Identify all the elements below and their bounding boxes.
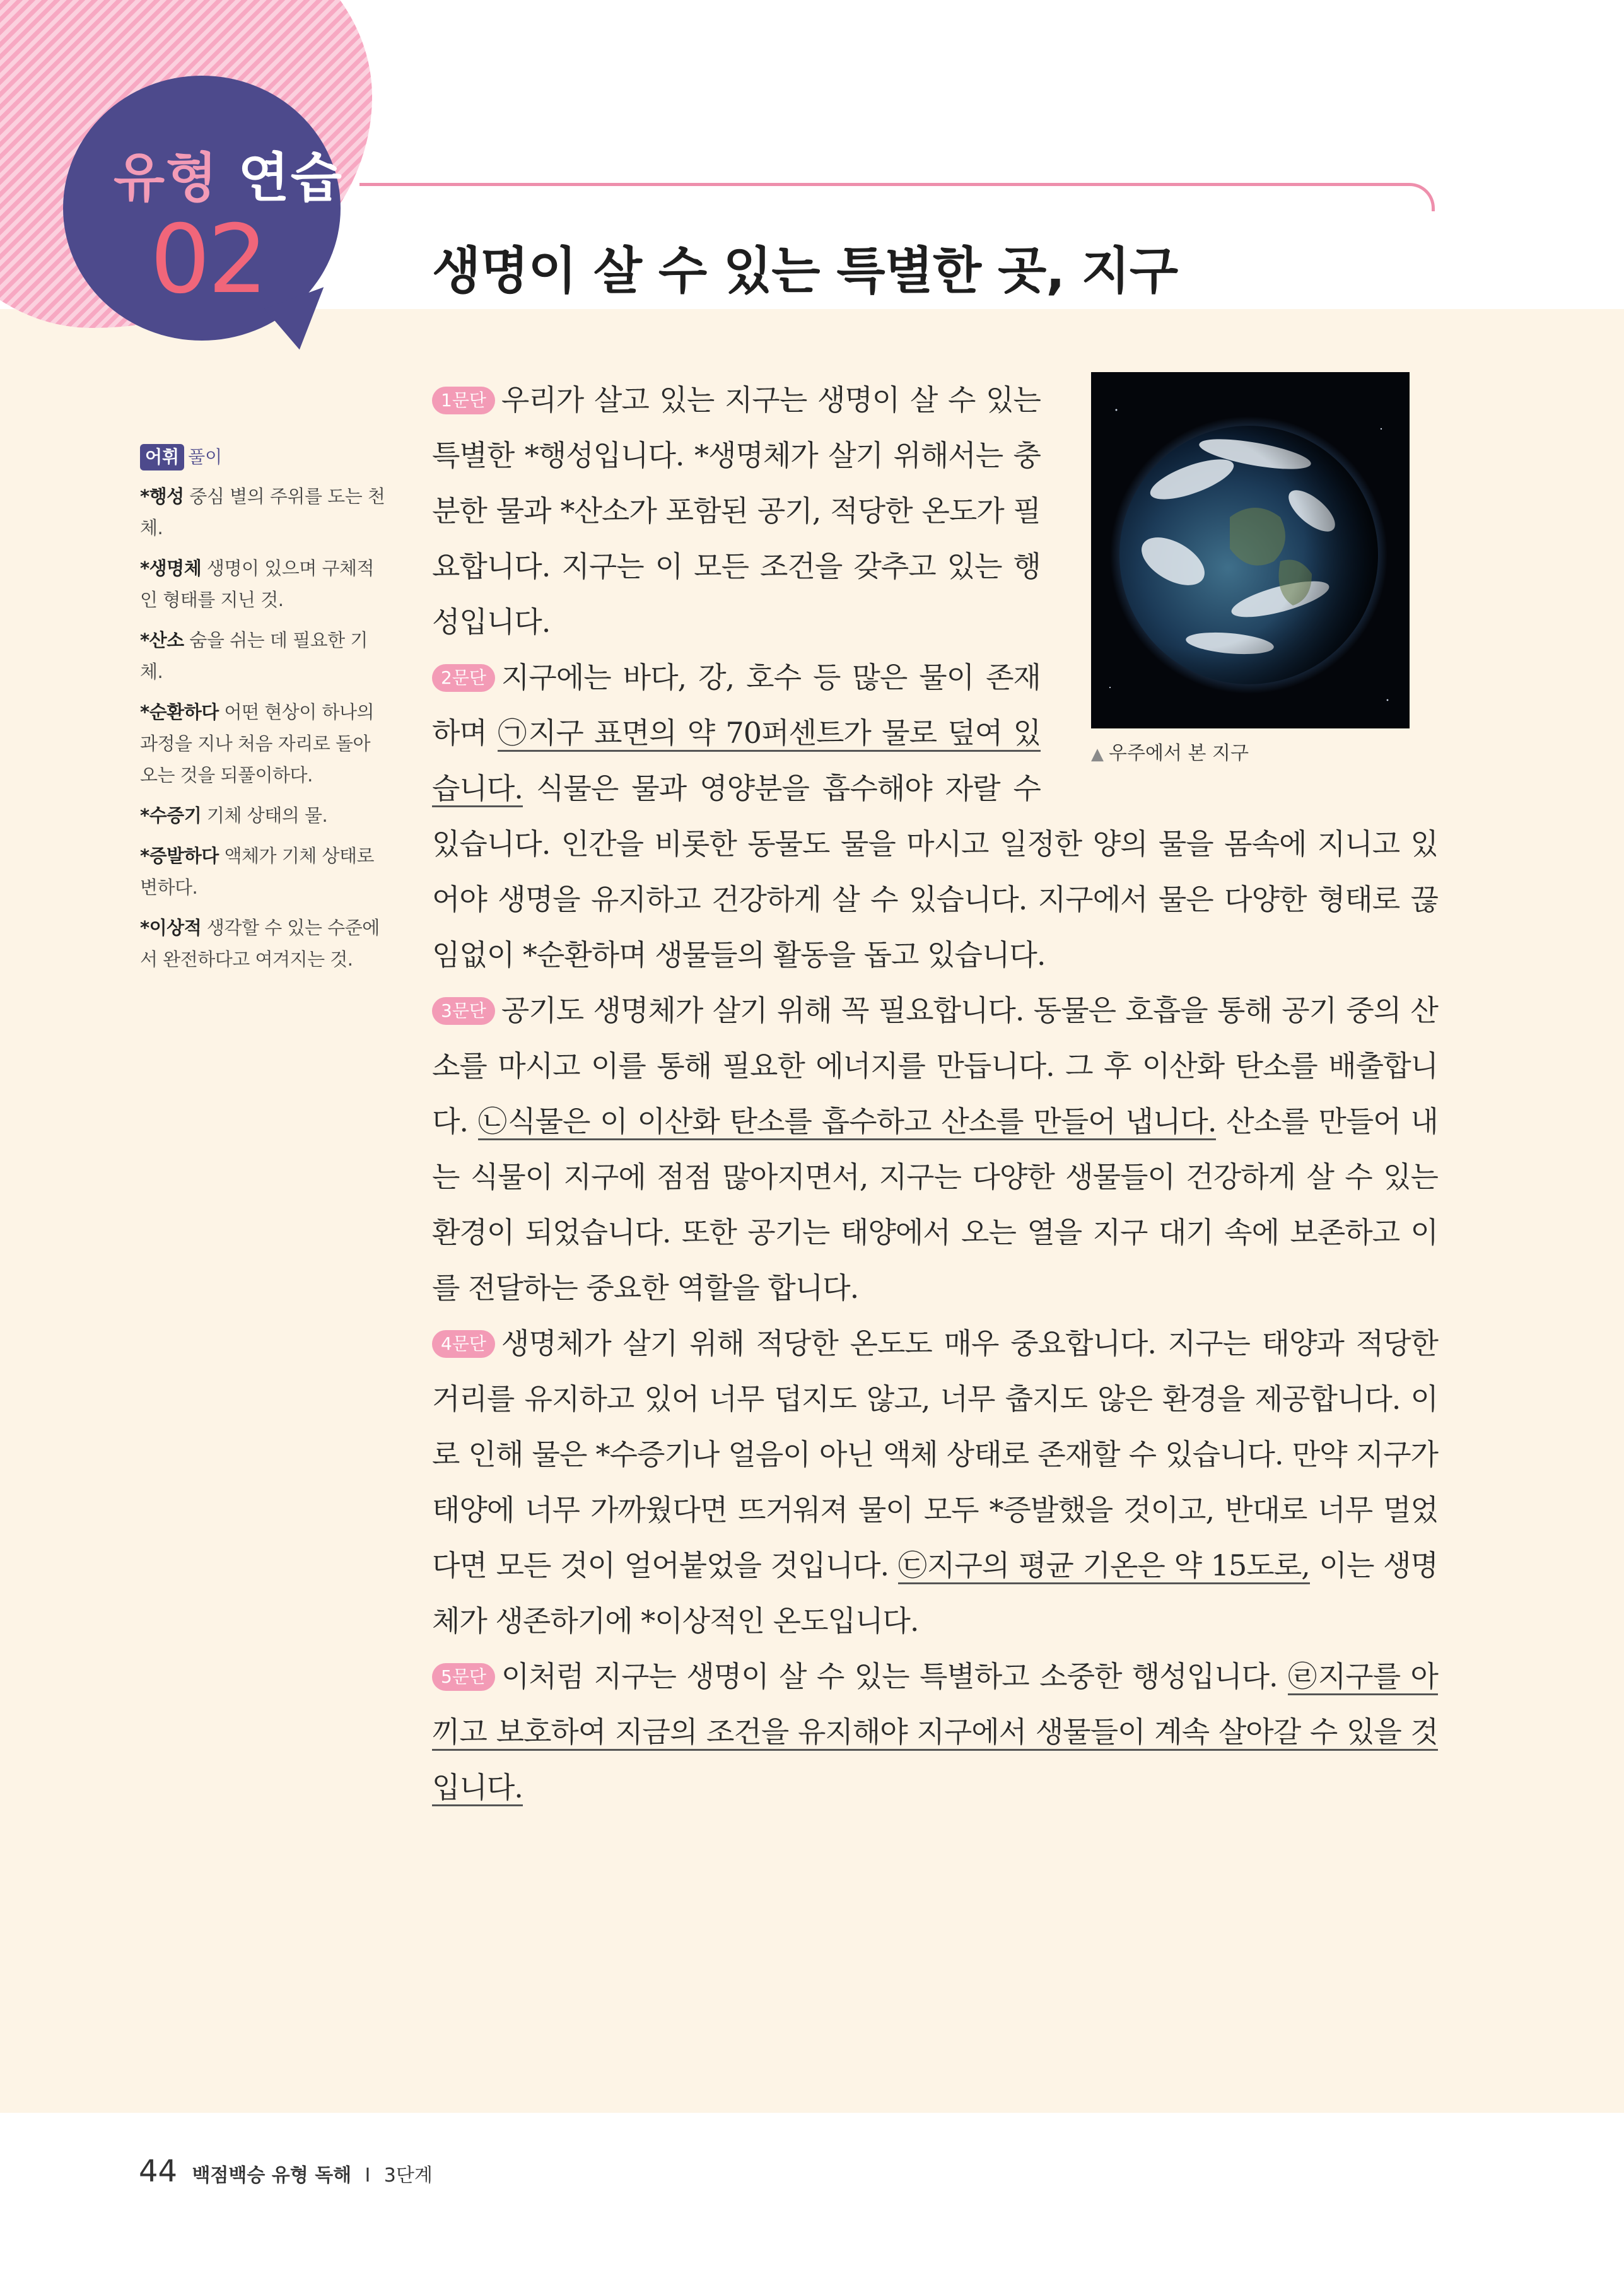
paragraph-text: 산소를 만들어 내는 식물이 지구에 점점 많아지면서, 지구는 다양한 생물들이 건강하게 살 수 있는 환경이 되었습니다. 또한 공기는 태양에서 오는 열을 지구 대기 속에 보존하고 이를 전달하는 중요한 역할을 합니다. (432, 1104, 1438, 1305)
paragraph-text: 우리가 살고 있는 지구는 생명이 살 수 있는 특별한 *행성입니다. *생명체가 살기 위해서는 충분한 물과 *산소가 포함된 공기, 적당한 온도가 필요합니다. 지구는 이 모든 조건을 갖추고 있는 행성입니다. (432, 383, 1041, 639)
paragraph-tag: 5문단 (432, 1663, 495, 1691)
paragraph-text: 지구에는 바다, 강, 호수 등 많은 물이 존재하며 (432, 660, 1041, 750)
paragraph-5 (432, 1649, 1438, 1815)
page-number: 44 (139, 2154, 178, 2189)
paragraph-3 (432, 983, 1438, 1316)
vocab-term: *이상적 (140, 917, 202, 938)
book-title: 백점백승 유형 독해 (192, 2165, 352, 2187)
vocabulary-box-label: 어휘 (140, 444, 184, 470)
footer-separator: I (365, 2165, 371, 2187)
vocab-term: *증발하다 (140, 845, 219, 867)
vocab-term: *생명체 (140, 558, 202, 579)
paragraph-tag: 1문단 (432, 387, 495, 414)
photo-caption (1091, 741, 1438, 767)
vocab-definition: 생각할 수 있는 수준에서 완전하다고 여겨지는 것. (140, 917, 380, 970)
vocab-term: *행성 (140, 486, 184, 507)
caption-text: 우주에서 본 지구 (1109, 742, 1249, 764)
badge-word-1: 유형 (114, 147, 219, 209)
vocabulary-label: 풀이 (188, 447, 223, 467)
reading-passage (432, 372, 1438, 1815)
paragraph-text: 공기도 생명체가 살기 위해 꼭 필요합니다. 동물은 호흡을 통해 공기 중의 산소를 마시고 이를 통해 필요한 에너지를 만듭니다. 그 후 이산화 탄소를 배출합니다. (432, 993, 1438, 1138)
vocab-definition: 어떤 현상이 하나의 과정을 지나 처음 자리로 돌아오는 것을 되풀이하다. (140, 701, 375, 786)
underlined-sentence-4: ㉣지구를 아끼고 보호하여 지금의 조건을 유지해야 지구에서 생물들이 계속 살아갈 수 있을 것입니다. (432, 1659, 1438, 1806)
paragraph-tag: 2문단 (432, 664, 495, 692)
paragraph-tag: 3문단 (432, 997, 495, 1025)
badge-title (114, 136, 343, 212)
vocab-definition: 숨을 쉬는 데 필요한 기체. (140, 629, 368, 682)
vocab-definition: 생명이 있으며 구체적인 형태를 지닌 것. (140, 558, 374, 611)
earth-from-space-image (1091, 372, 1410, 728)
underlined-sentence-3: ㉢지구의 평균 기온은 약 15도로, (898, 1548, 1310, 1584)
paragraph-text: 생명체가 살기 위해 적당한 온도도 매우 중요합니다. 지구는 태양과 적당한 거리를 유지하고 있어 너무 덥지도 않고, 너무 춥지도 않은 환경을 제공합니다. 이로 인해 물은 *수증기나 얼음이 아닌 액체 상태로 존재할 수 있습니다. 만약 지구가 태양에 너무 가까웠다면 뜨거워져 물이 모두 *증발했을 것이고, 반대로 너무 멀었다면 모든 것이 얼어붙었을 것입니다. (432, 1326, 1438, 1582)
vocab-item (140, 552, 386, 616)
vocab-item (140, 696, 386, 791)
vocab-term: *순환하다 (140, 701, 219, 723)
title-underline-decoration (359, 183, 1435, 211)
badge-number: 02 (150, 205, 266, 315)
badge-word-2: 연습 (238, 147, 343, 209)
vocab-term: *산소 (140, 629, 184, 651)
book-level: 3단계 (383, 2165, 433, 2187)
vocab-definition: 중심 별의 주위를 도는 천체. (140, 486, 385, 539)
vocab-definition: 액체가 기체 상태로 변하다. (140, 845, 375, 898)
vocab-item (140, 800, 386, 831)
earth-photo-figure (1075, 372, 1438, 776)
paragraph-text: 이처럼 지구는 생명이 살 수 있는 특별하고 소중한 행성입니다. (501, 1659, 1288, 1693)
page-footer (139, 2154, 433, 2189)
vocab-item (140, 840, 386, 903)
caption-marker: ▲ (1091, 745, 1104, 764)
vocabulary-sidebar (140, 441, 386, 984)
vocab-definition: 기체 상태의 물. (201, 805, 328, 826)
vocab-term: *수증기 (140, 805, 202, 826)
paragraph-tag: 4문단 (432, 1330, 495, 1358)
underlined-sentence-1: ㉠지구 표면의 약 70퍼센트가 물로 덮여 있습니다. (432, 716, 1041, 807)
footer-background (0, 2113, 1624, 2273)
vocabulary-heading (140, 441, 386, 473)
vocab-item (140, 624, 386, 687)
underlined-sentence-2: ㉡식물은 이 이산화 탄소를 흡수하고 산소를 만들어 냅니다. (478, 1104, 1217, 1140)
paragraph-text: 식물은 물과 영양분을 흡수해야 자랄 수 있습니다. 인간을 비롯한 동물도 물을 마시고 일정한 양의 물을 몸속에 지니고 있어야 생명을 유지하고 건강하게 살 수 있습니다. 지구에서 물은 다양한 형태로 끊임없이 *순환하며 생물들의 활동을 돕고 있습니다. (432, 771, 1438, 972)
page-title: 생명이 살 수 있는 특별한 곳, 지구 (432, 242, 1178, 300)
vocab-item (140, 912, 386, 975)
paragraph-text: 이는 생명체가 생존하기에 *이상적인 온도입니다. (432, 1548, 1438, 1638)
vocab-item (140, 481, 386, 544)
paragraph-4 (432, 1316, 1438, 1649)
